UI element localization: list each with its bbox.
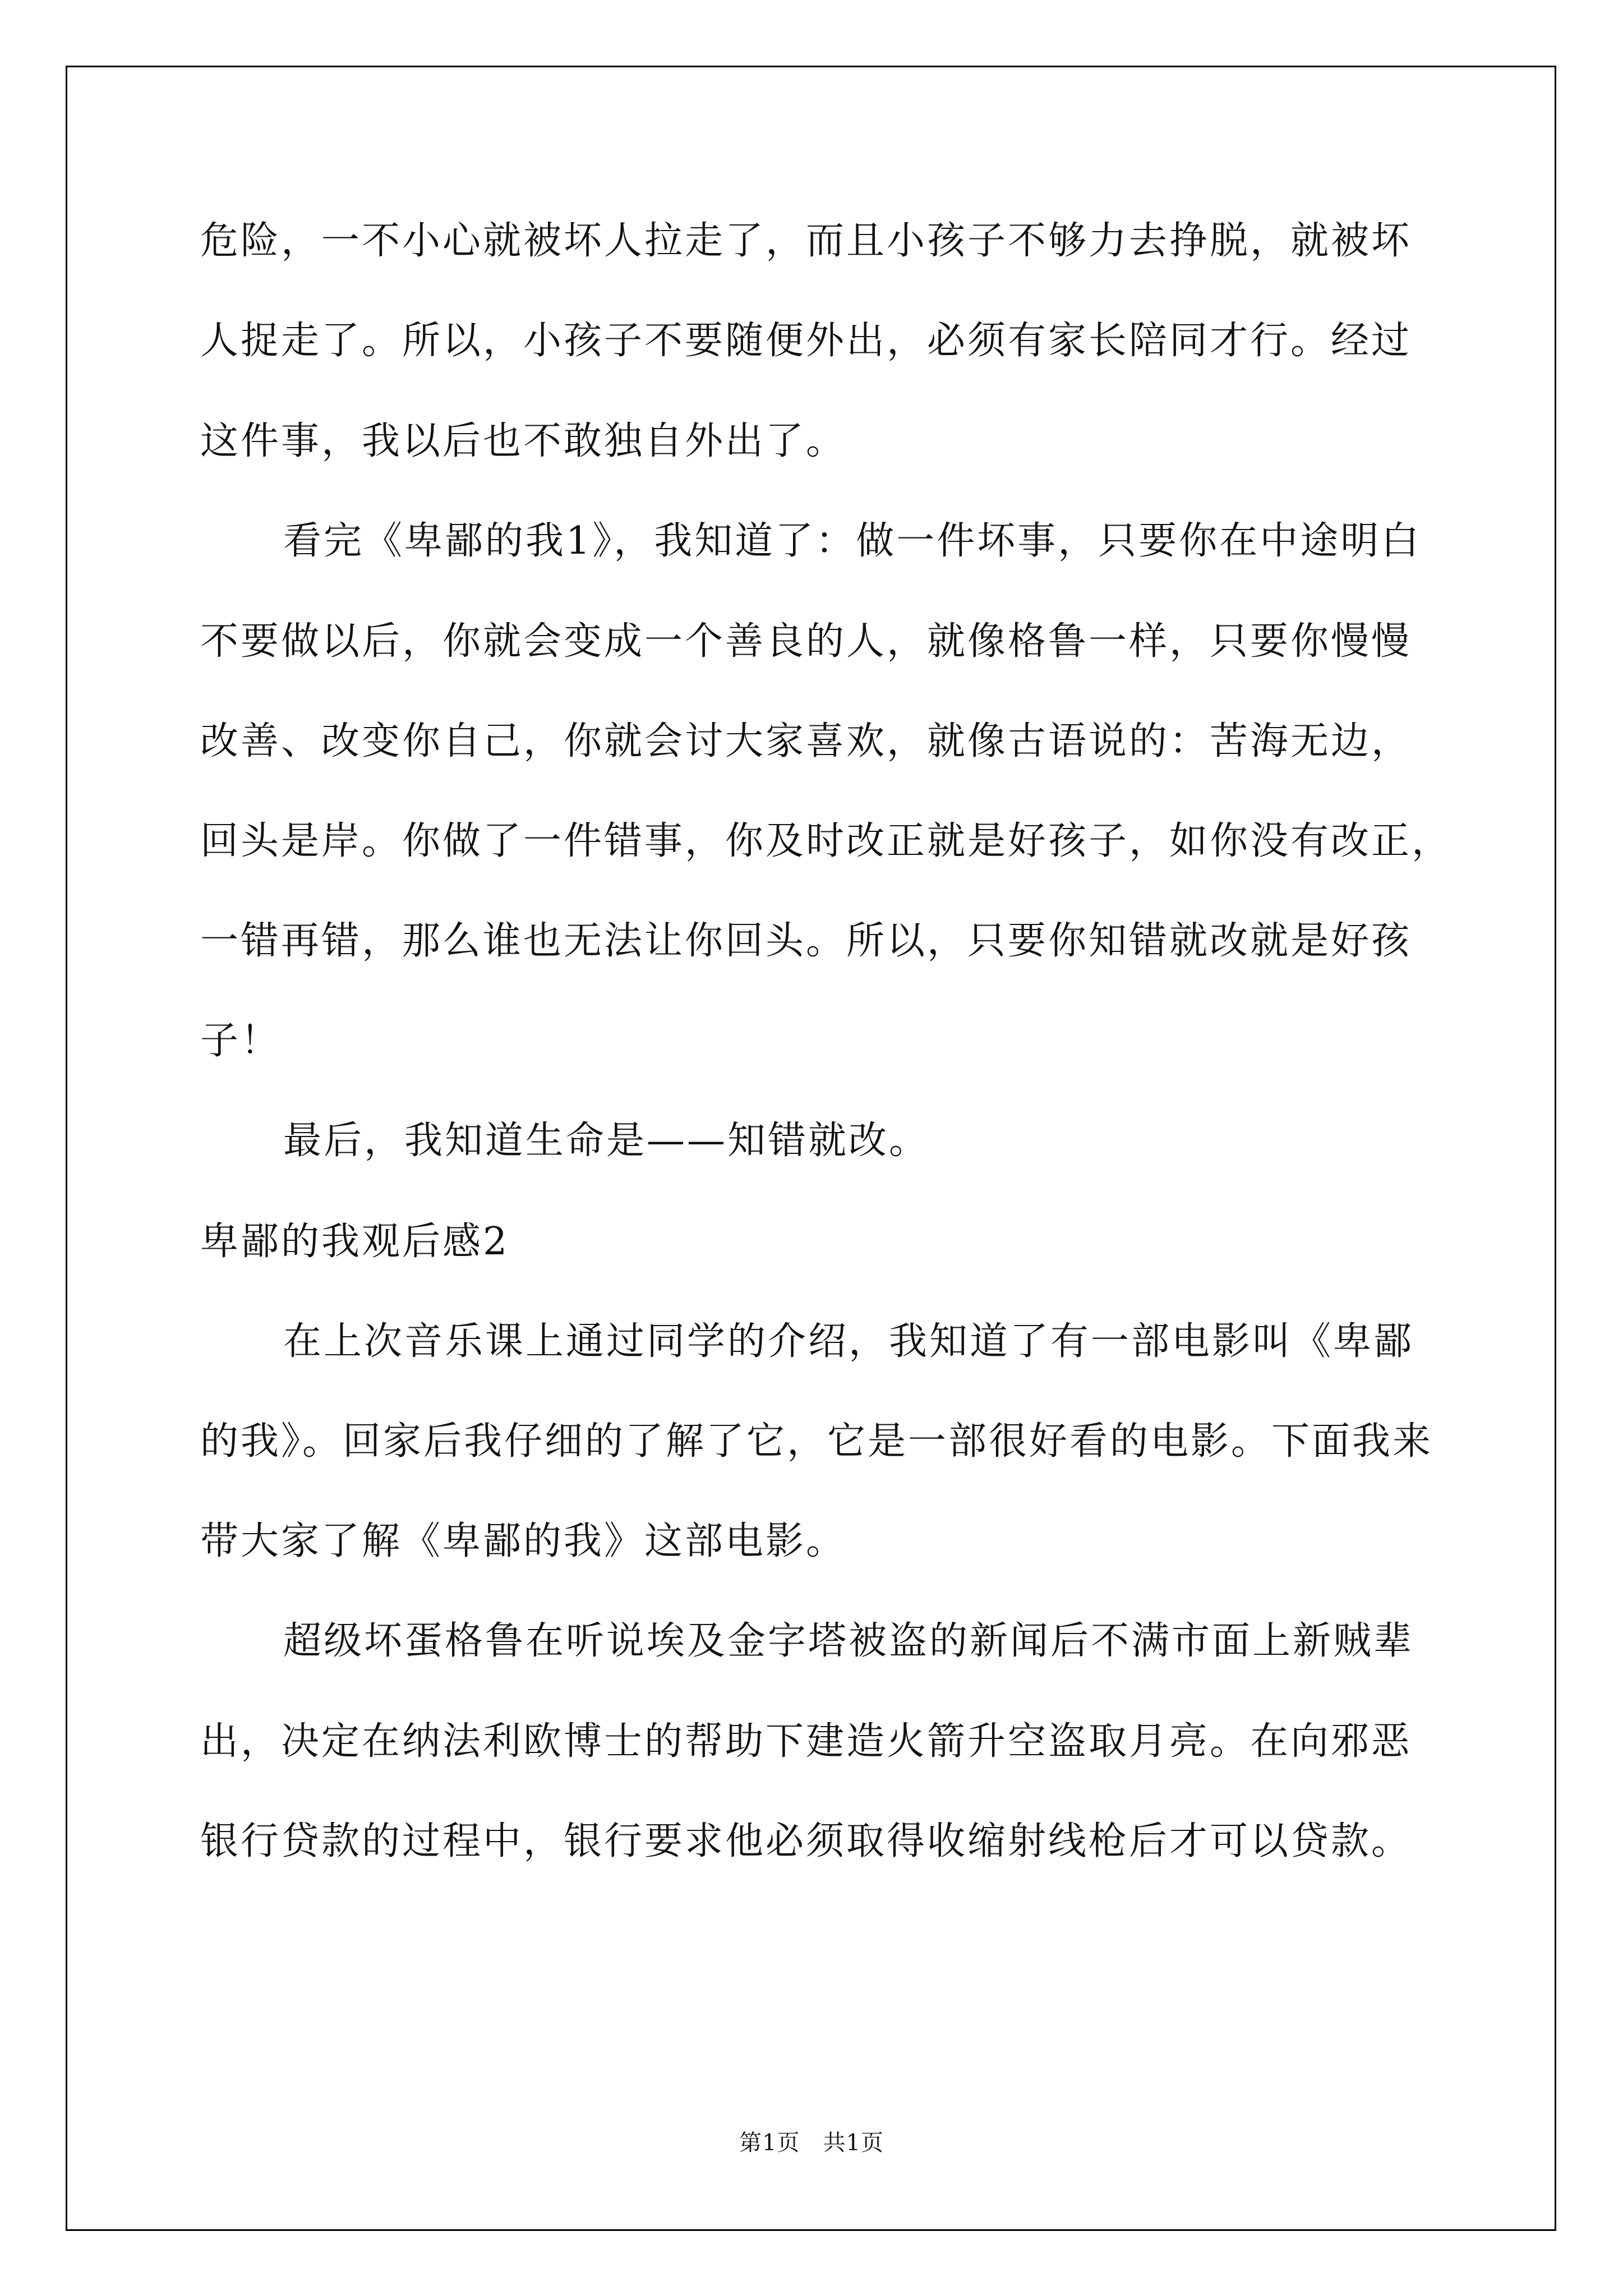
text-line: 危险，一不小心就被坏人拉走了，而且小孩子不够力去挣脱，就被坏 bbox=[200, 219, 1412, 263]
paragraph-start-line: 在上次音乐课上通过同学的介绍，我知道了有一部电影叫《卑鄙 bbox=[283, 1319, 1414, 1364]
text-line: 子！ bbox=[200, 1019, 282, 1063]
text-line: 的我》。回家后我仔细的了解了它，它是一部很好看的电影。下面我来 bbox=[200, 1419, 1433, 1464]
paragraph-start-line: 最后，我知道生命是——知错就改。 bbox=[283, 1119, 930, 1163]
text-line: 改善、改变你自己，你就会讨大家喜欢，就像古语说的：苦海无边， bbox=[200, 719, 1412, 763]
page-footer: 第1页 共1页 bbox=[739, 2130, 884, 2156]
paragraph-start-line: 看完《卑鄙的我1》，我知道了：做一件坏事，只要你在中途明白 bbox=[283, 519, 1422, 563]
text-line: 回头是岸。你做了一件错事，你及时改正就是好孩子，如你没有改正， bbox=[200, 819, 1453, 863]
text-line: 银行贷款的过程中，银行要求他必须取得收缩射线枪后才可以贷款。 bbox=[200, 1819, 1412, 1864]
text-line: 一错再错，那么谁也无法让你回头。所以，只要你知错就改就是好孩 bbox=[200, 919, 1412, 963]
text-line: 不要做以后，你就会变成一个善良的人，就像格鲁一样，只要你慢慢 bbox=[200, 619, 1412, 664]
section-heading: 卑鄙的我观后感2 bbox=[200, 1220, 510, 1264]
paragraph-start-line: 超级坏蛋格鲁在听说埃及金字塔被盗的新闻后不满市面上新贼辈 bbox=[283, 1619, 1414, 1663]
text-line: 这件事，我以后也不敢独自外出了。 bbox=[200, 419, 847, 463]
text-line: 出，决定在纳法利欧博士的帮助下建造火箭升空盗取月亮。在向邪恶 bbox=[200, 1719, 1412, 1764]
text-line: 人捉走了。所以，小孩子不要随便外出，必须有家长陪同才行。经过 bbox=[200, 319, 1412, 363]
text-line: 带大家了解《卑鄙的我》这部电影。 bbox=[200, 1519, 847, 1563]
